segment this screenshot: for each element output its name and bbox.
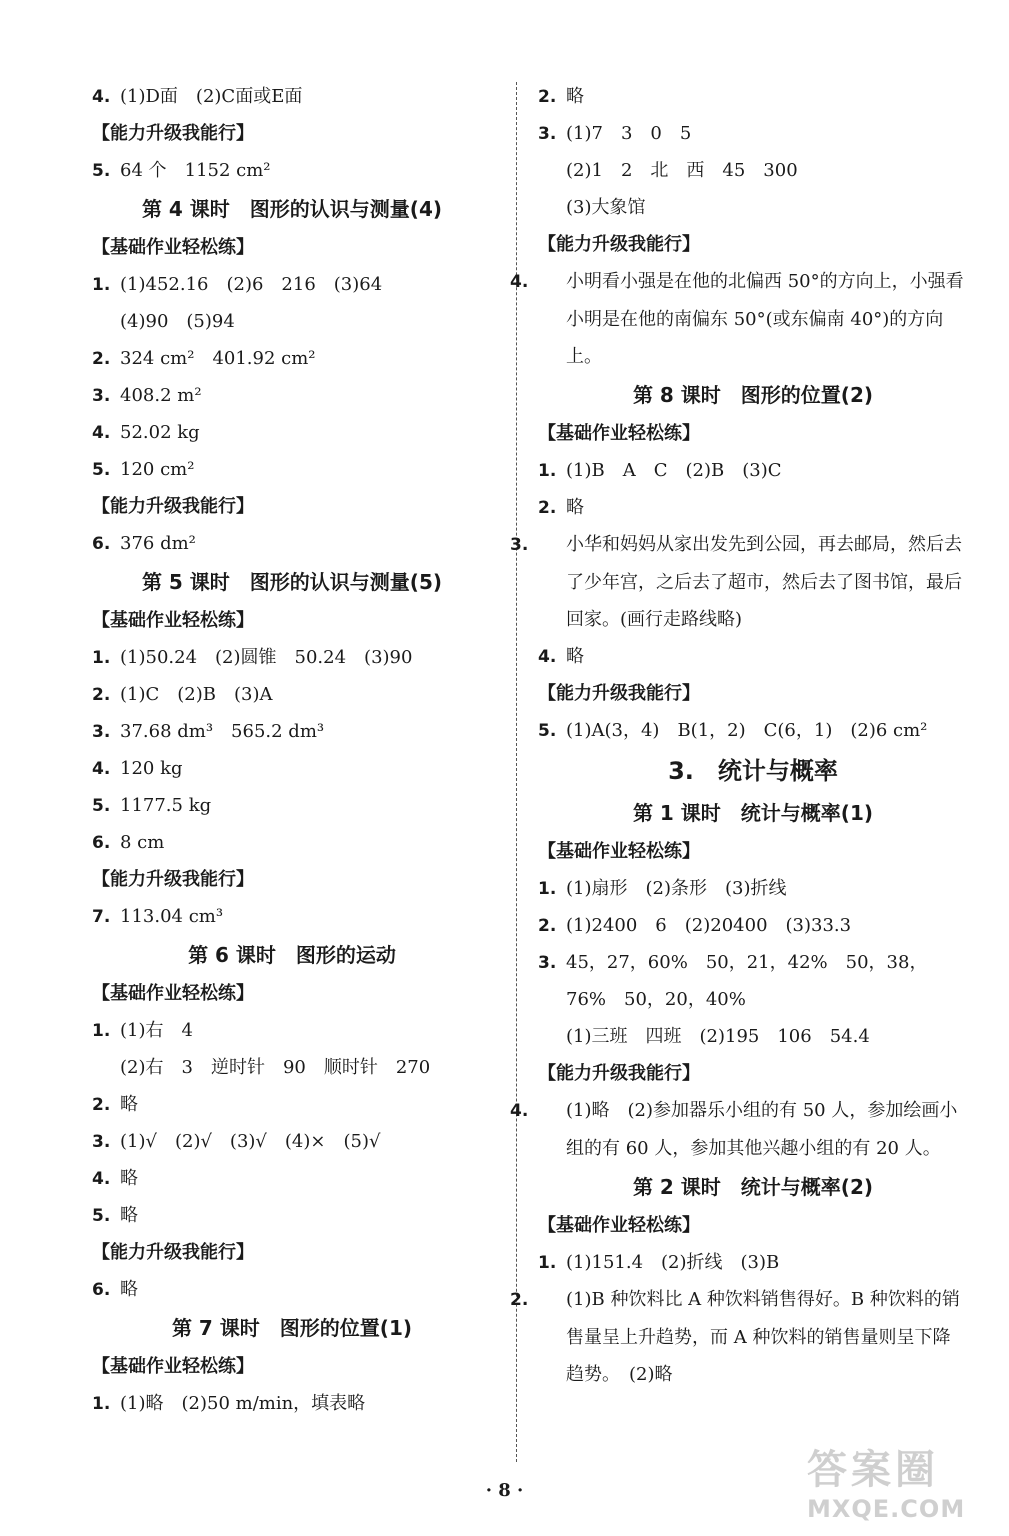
answer-item bbox=[92, 266, 492, 303]
answer-item bbox=[538, 638, 968, 675]
answer-item bbox=[538, 489, 968, 526]
answer-text: 略 bbox=[566, 646, 584, 667]
answer-text: (1)7 3 0 5 bbox=[566, 123, 692, 144]
watermark-top-text: 答案圈 bbox=[807, 1447, 939, 1493]
answer-item bbox=[92, 898, 492, 935]
section-heading: 【能力升级我能行】 bbox=[538, 683, 700, 704]
section-heading: 【能力升级我能行】 bbox=[92, 123, 254, 144]
answer-item bbox=[538, 115, 968, 152]
answer-text: 1177.5 kg bbox=[120, 795, 212, 816]
answer-text: 64 个 1152 cm² bbox=[120, 160, 271, 181]
page-number: · 8 · bbox=[485, 1480, 524, 1501]
answer-item bbox=[92, 676, 492, 713]
item-number: 1. bbox=[538, 1253, 557, 1273]
section-heading: 【能力升级我能行】 bbox=[92, 869, 254, 890]
item-number: 2. bbox=[92, 349, 111, 369]
answer-text: 略 bbox=[120, 1094, 138, 1115]
item-number: 6. bbox=[92, 833, 111, 853]
lesson-title: 第 2 课时 统计与概率(2) bbox=[632, 1175, 874, 1199]
answer-item bbox=[92, 525, 492, 562]
item-number: 3. bbox=[92, 722, 111, 742]
item-number: 4. bbox=[538, 647, 557, 667]
answer-text: 37.68 dm³ 565.2 dm³ bbox=[120, 721, 325, 742]
answer-item bbox=[538, 712, 968, 749]
answer-continuation: (3)大象馆 bbox=[566, 197, 646, 218]
answer-item bbox=[510, 1281, 968, 1393]
item-number: 2. bbox=[92, 1095, 111, 1115]
item-number: 6. bbox=[92, 534, 111, 554]
answer-item bbox=[92, 340, 492, 377]
answer-text: 略 bbox=[120, 1205, 138, 1226]
item-number: 5. bbox=[92, 796, 111, 816]
answer-text: 略 bbox=[120, 1279, 138, 1300]
answer-text: 376 dm² bbox=[120, 533, 196, 554]
answer-text: (1)B A C (2)B (3)C bbox=[566, 460, 782, 481]
answer-text: (1)略 (2)50 m/min，填表略 bbox=[120, 1393, 366, 1414]
section-heading: 【能力升级我能行】 bbox=[538, 1063, 700, 1084]
item-number: 1. bbox=[92, 1394, 111, 1414]
answer-continuation: (4)90 (5)94 bbox=[120, 311, 235, 332]
item-number: 5. bbox=[92, 460, 111, 480]
answer-item bbox=[92, 1086, 492, 1123]
answer-item bbox=[92, 750, 492, 787]
item-number: 2. bbox=[538, 87, 557, 107]
item-number: 3. bbox=[510, 535, 529, 555]
answer-text: (1)A(3，4) B(1，2) C(6，1) (2)6 cm² bbox=[566, 720, 928, 741]
item-number: 2. bbox=[538, 916, 557, 936]
right-column bbox=[510, 78, 968, 1393]
answer-continuation: (2)右 3 逆时针 90 顺时针 270 bbox=[120, 1057, 431, 1078]
answer-item bbox=[92, 377, 492, 414]
item-number: 3. bbox=[538, 124, 557, 144]
answer-text: 52.02 kg bbox=[120, 422, 200, 443]
item-number: 4. bbox=[510, 1101, 529, 1121]
section-heading: 【基础作业轻松练】 bbox=[538, 1215, 700, 1236]
answer-item bbox=[538, 944, 968, 981]
answer-item bbox=[92, 414, 492, 451]
answer-text: (1)2400 6 (2)20400 (3)33.3 bbox=[566, 915, 852, 936]
answer-item bbox=[92, 78, 492, 115]
item-number: 7. bbox=[92, 907, 111, 927]
answer-text: 324 cm² 401.92 cm² bbox=[120, 348, 316, 369]
answer-text: (1)略 (2)参加器乐小组的有 50 人，参加绘画小组的有 60 人，参加其他兴趣小组的有 20 人。 bbox=[566, 1100, 958, 1159]
item-number: 6. bbox=[92, 1280, 111, 1300]
item-number: 4. bbox=[92, 423, 111, 443]
answer-text: 小明看小强是在他的北偏西 50°的方向上，小强看小明是在他的南偏东 50°(或东偏南 40°)的方向上。 bbox=[566, 271, 964, 367]
item-number: 1. bbox=[92, 648, 111, 668]
answer-item bbox=[538, 78, 968, 115]
item-number: 1. bbox=[92, 1021, 111, 1041]
answer-text: 45，27，60% 50，21，42% 50，38， bbox=[566, 952, 928, 973]
watermark-logo bbox=[807, 1438, 997, 1528]
answer-text: (1)右 4 bbox=[120, 1020, 193, 1041]
item-number: 3. bbox=[92, 386, 111, 406]
answer-item bbox=[510, 263, 968, 375]
lesson-title: 第 1 课时 统计与概率(1) bbox=[632, 801, 874, 825]
section-heading: 【能力升级我能行】 bbox=[92, 496, 254, 517]
answer-item bbox=[92, 1123, 492, 1160]
answer-continuation: (1)三班 四班 (2)195 106 54.4 bbox=[566, 1026, 870, 1047]
answer-text: (1)B 种饮料比 A 种饮料销售得好。B 种饮料的销售量呈上升趋势，而 A 种饮料的销售量则呈下降趋势。 (2)略 bbox=[566, 1289, 960, 1385]
watermark-bottom-text: MXQE.COM bbox=[807, 1495, 966, 1523]
item-number: 3. bbox=[92, 1132, 111, 1152]
item-number: 5. bbox=[92, 1206, 111, 1226]
answer-item bbox=[92, 1197, 492, 1234]
item-number: 4. bbox=[92, 1169, 111, 1189]
answer-text: (1)50.24 (2)圆锥 50.24 (3)90 bbox=[120, 647, 413, 668]
answer-item bbox=[92, 713, 492, 750]
answer-text: 略 bbox=[120, 1168, 138, 1189]
answer-item bbox=[92, 1385, 492, 1422]
item-number: 3. bbox=[538, 953, 557, 973]
item-number: 4. bbox=[92, 87, 111, 107]
answer-text: (1)C (2)B (3)A bbox=[120, 684, 273, 705]
answer-text: 略 bbox=[566, 86, 584, 107]
lesson-title: 第 7 课时 图形的位置(1) bbox=[171, 1316, 413, 1340]
answer-item bbox=[538, 907, 968, 944]
lesson-title: 第 4 课时 图形的认识与测量(4) bbox=[141, 197, 443, 221]
section-heading: 【基础作业轻松练】 bbox=[538, 841, 700, 862]
answer-text: (1)D面 (2)C面或E面 bbox=[120, 86, 303, 107]
answer-item bbox=[510, 526, 968, 638]
lesson-title: 第 8 课时 图形的位置(2) bbox=[632, 383, 874, 407]
answer-text: (1)√ (2)√ (3)√ (4)× (5)√ bbox=[120, 1131, 381, 1152]
section-heading: 【基础作业轻松练】 bbox=[92, 610, 254, 631]
answer-item bbox=[92, 1012, 492, 1049]
answer-item bbox=[92, 1271, 492, 1308]
answer-text: 120 kg bbox=[120, 758, 183, 779]
answer-item bbox=[92, 639, 492, 676]
item-number: 1. bbox=[92, 275, 111, 295]
item-number: 2. bbox=[510, 1290, 529, 1310]
section-heading: 【能力升级我能行】 bbox=[92, 1242, 254, 1263]
section-heading: 【基础作业轻松练】 bbox=[92, 237, 254, 258]
answer-text: (1)452.16 (2)6 216 (3)64 bbox=[120, 274, 383, 295]
answer-item bbox=[92, 451, 492, 488]
answer-text: 120 cm² bbox=[120, 459, 195, 480]
section-heading: 【基础作业轻松练】 bbox=[538, 423, 700, 444]
answer-continuation: (2)1 2 北 西 45 300 bbox=[566, 160, 798, 181]
answer-item bbox=[92, 787, 492, 824]
item-number: 5. bbox=[92, 161, 111, 181]
section-heading: 【基础作业轻松练】 bbox=[92, 983, 254, 1004]
answer-text: 8 cm bbox=[120, 832, 165, 853]
answer-text: 略 bbox=[566, 497, 584, 518]
item-number: 1. bbox=[538, 879, 557, 899]
item-number: 1. bbox=[538, 461, 557, 481]
chapter-title: 3. 统计与概率 bbox=[668, 757, 838, 785]
answer-item bbox=[538, 452, 968, 489]
item-number: 2. bbox=[538, 498, 557, 518]
answer-item bbox=[510, 1092, 968, 1167]
section-heading: 【基础作业轻松练】 bbox=[92, 1356, 254, 1377]
answer-text: 408.2 m² bbox=[120, 385, 202, 406]
answer-text: (1)扇形 (2)条形 (3)折线 bbox=[566, 878, 787, 899]
answer-item bbox=[92, 824, 492, 861]
item-number: 5. bbox=[538, 721, 557, 741]
answer-text: (1)151.4 (2)折线 (3)B bbox=[566, 1252, 780, 1273]
item-number: 4. bbox=[92, 759, 111, 779]
answer-item bbox=[538, 870, 968, 907]
lesson-title: 第 5 课时 图形的认识与测量(5) bbox=[141, 570, 443, 594]
answer-text: 113.04 cm³ bbox=[120, 906, 224, 927]
answer-continuation: 76% 50，20，40% bbox=[566, 989, 746, 1010]
section-heading: 【能力升级我能行】 bbox=[538, 234, 700, 255]
answer-text: 小华和妈妈从家出发先到公园，再去邮局，然后去了少年宫，之后去了超市，然后去了图书馆，最后回家。(画行走路线略) bbox=[566, 534, 962, 630]
lesson-title: 第 6 课时 图形的运动 bbox=[188, 943, 396, 967]
item-number: 4. bbox=[510, 272, 529, 292]
left-column bbox=[92, 78, 492, 1422]
answer-item bbox=[92, 152, 492, 189]
item-number: 2. bbox=[92, 685, 111, 705]
answer-item bbox=[538, 1244, 968, 1281]
answer-item bbox=[92, 1160, 492, 1197]
